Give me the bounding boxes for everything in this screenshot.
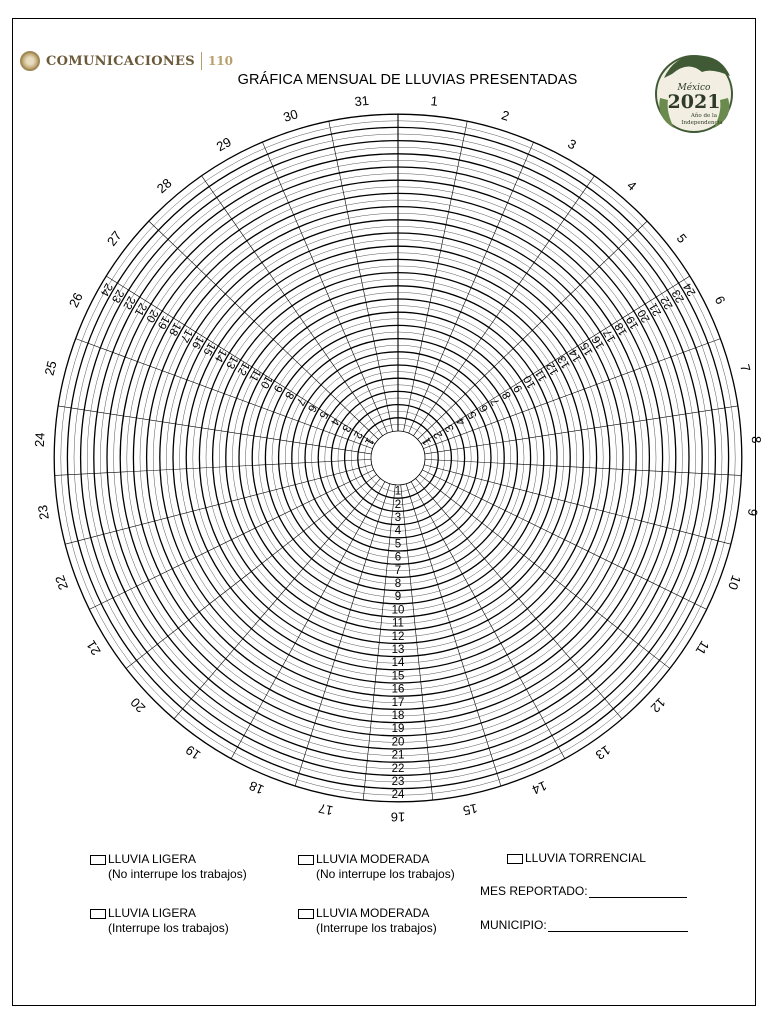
- hour-label: 8: [282, 389, 296, 401]
- badge-line3: Independencia: [681, 120, 723, 126]
- municipality-input-line[interactable]: [548, 919, 688, 932]
- legend-label: LLUVIA TORRENCIAL: [525, 851, 646, 865]
- hour-label: 9: [270, 382, 285, 395]
- day-label: 2: [499, 107, 512, 124]
- hour-label: 4: [394, 525, 402, 538]
- hour-label: 19: [391, 723, 405, 736]
- hour-label: 4: [454, 415, 469, 428]
- hour-label: 2: [431, 428, 446, 441]
- hour-label: 10: [391, 604, 405, 617]
- hour-label: 13: [223, 353, 241, 371]
- hour-label: 2: [394, 498, 402, 511]
- day-label: 20: [127, 694, 149, 716]
- day-label: 7: [737, 362, 754, 374]
- hour-label: 24: [681, 280, 699, 298]
- hour-label: 17: [601, 327, 619, 345]
- legend-item-light-no-interrupt: [90, 852, 247, 882]
- day-label: 27: [103, 228, 125, 249]
- checkbox-moderate-interrupt[interactable]: [298, 909, 314, 919]
- day-label: 8: [748, 435, 765, 444]
- hour-label: 11: [392, 617, 404, 630]
- hour-label: 6: [477, 402, 492, 414]
- hour-label: 12: [234, 360, 252, 378]
- badge-line2: Año de la: [690, 113, 718, 119]
- legend-item-moderate-interrupt: [298, 906, 437, 936]
- hour-label: 7: [293, 395, 308, 408]
- brand-years: 110: [207, 54, 233, 68]
- hour-label: 22: [391, 762, 405, 775]
- month-field: [480, 884, 687, 898]
- day-label: 30: [281, 106, 300, 125]
- legend-label: LLUVIA MODERADA: [316, 852, 430, 866]
- hour-label: 10: [521, 373, 539, 391]
- hour-label: 17: [391, 696, 405, 709]
- day-spoke: [411, 482, 565, 759]
- legend-note: (No interrupe los trabajos): [316, 867, 455, 881]
- badge-word: México: [677, 83, 711, 93]
- day-spoke: [295, 484, 390, 786]
- hour-label: 6: [394, 551, 402, 564]
- hour-label: 7: [488, 395, 503, 408]
- hour-label: 16: [590, 333, 607, 351]
- municipality-field: [480, 918, 688, 932]
- day-label: 10: [724, 573, 745, 593]
- day-label: 6: [711, 293, 729, 307]
- day-label: 15: [461, 800, 479, 819]
- day-label: 14: [529, 778, 550, 798]
- hour-label: 5: [466, 409, 480, 421]
- hour-label: 3: [443, 422, 457, 434]
- day-label: 28: [153, 175, 175, 197]
- hour-label: 20: [391, 736, 405, 749]
- hour-label: 23: [108, 287, 126, 305]
- legend-item-torrential: [507, 851, 646, 866]
- hour-label: 8: [500, 389, 514, 401]
- hour-label: 2: [350, 428, 365, 441]
- hour-label: 1: [420, 435, 434, 447]
- hour-label: 3: [394, 512, 402, 525]
- hour-label: 19: [624, 313, 642, 331]
- hour-label: 21: [131, 300, 149, 318]
- hour-label: 19: [154, 313, 172, 331]
- day-label: 4: [624, 177, 640, 194]
- hour-label: 12: [544, 360, 562, 378]
- hour-label: 20: [635, 307, 653, 325]
- hour-label: 23: [670, 287, 688, 305]
- day-label: 17: [317, 800, 335, 819]
- page-title: GRÁFICA MENSUAL DE LLUVIAS PRESENTADAS: [237, 72, 578, 88]
- day-label: 22: [51, 573, 72, 593]
- hour-label: 24: [391, 789, 405, 802]
- inner-ring: [371, 431, 425, 485]
- hour-label: 15: [200, 340, 218, 358]
- hour-label: 20: [143, 307, 161, 325]
- hour-label: 3: [339, 422, 353, 434]
- hour-label: 22: [120, 294, 138, 312]
- day-label: 5: [673, 230, 690, 246]
- day-label: 26: [65, 290, 86, 310]
- day-label: 25: [41, 359, 60, 377]
- legend-note: (Interrupe los trabajos): [108, 921, 229, 935]
- day-label: 3: [565, 135, 579, 153]
- hour-label: 18: [166, 320, 183, 338]
- hour-label: 11: [533, 367, 550, 384]
- hour-label: 7: [394, 564, 402, 577]
- checkbox-moderate-no-interrupt[interactable]: [298, 855, 314, 865]
- hour-label: 9: [394, 591, 402, 604]
- day-spoke: [406, 484, 501, 786]
- legend-note: (No interrupe los trabajos): [108, 867, 247, 881]
- hour-label: 23: [391, 776, 405, 789]
- day-label: 12: [647, 694, 669, 716]
- hour-label: 22: [658, 294, 676, 312]
- hour-label: 21: [391, 749, 405, 762]
- hour-label: 8: [394, 578, 402, 591]
- hour-label: 16: [391, 683, 405, 696]
- legend-label: LLUVIA MODERADA: [316, 906, 430, 920]
- day-label: 29: [213, 134, 234, 155]
- hour-label: 1: [362, 435, 376, 447]
- month-label: MES REPORTADO:: [480, 884, 588, 898]
- half-hour-ring: [364, 424, 431, 491]
- hour-label: 15: [391, 670, 405, 683]
- hour-label: 14: [211, 346, 229, 364]
- hour-label: 4: [327, 415, 342, 428]
- hour-label: 24: [97, 280, 115, 298]
- day-label: 9: [744, 507, 761, 518]
- checkbox-light-interrupt[interactable]: [90, 909, 106, 919]
- hour-label: 11: [246, 367, 263, 384]
- hour-label: 6: [304, 402, 319, 414]
- hour-label: 18: [613, 320, 630, 338]
- day-label: 31: [353, 92, 370, 110]
- checkbox-light-no-interrupt[interactable]: [90, 855, 106, 865]
- hour-label: 15: [578, 340, 596, 358]
- hour-label: 5: [316, 409, 330, 421]
- legend-label: LLUVIA LIGERA: [108, 852, 197, 866]
- day-label: 18: [246, 778, 267, 798]
- day-label: 24: [31, 432, 48, 448]
- day-spoke: [231, 482, 385, 759]
- hour-label: 13: [391, 644, 405, 657]
- hour-label: 14: [391, 657, 405, 670]
- hour-label: 13: [555, 353, 573, 371]
- day-label: 23: [34, 504, 52, 521]
- hour-label: 21: [647, 300, 665, 318]
- hour-label: 12: [391, 630, 405, 643]
- day-label: 11: [692, 638, 713, 658]
- day-label: 1: [429, 93, 439, 109]
- hour-label: 9: [511, 382, 526, 395]
- day-label: 16: [390, 809, 406, 825]
- hour-label: 17: [177, 327, 195, 345]
- hour-label: 1: [394, 485, 402, 498]
- hour-label: 10: [257, 373, 275, 391]
- checkbox-torrential[interactable]: [507, 854, 523, 864]
- legend-item-light-interrupt: [90, 906, 229, 936]
- day-label: 13: [592, 742, 614, 763]
- day-label: 19: [182, 742, 204, 763]
- month-input-line[interactable]: [589, 885, 687, 898]
- hour-label: 5: [394, 538, 402, 551]
- hour-label: 16: [189, 333, 206, 351]
- legend-note: (Interrupe los trabajos): [316, 921, 437, 935]
- legend-label: LLUVIA LIGERA: [108, 906, 197, 920]
- municipality-label: MUNICIPIO:: [480, 918, 547, 932]
- day-label: 21: [83, 637, 104, 658]
- legend-item-moderate-no-interrupt: [298, 852, 455, 882]
- hour-label: 18: [391, 710, 405, 723]
- brand-name: COMUNICACIONES: [46, 53, 195, 69]
- hour-label: 14: [567, 346, 585, 364]
- badge-year: 2021: [667, 91, 721, 113]
